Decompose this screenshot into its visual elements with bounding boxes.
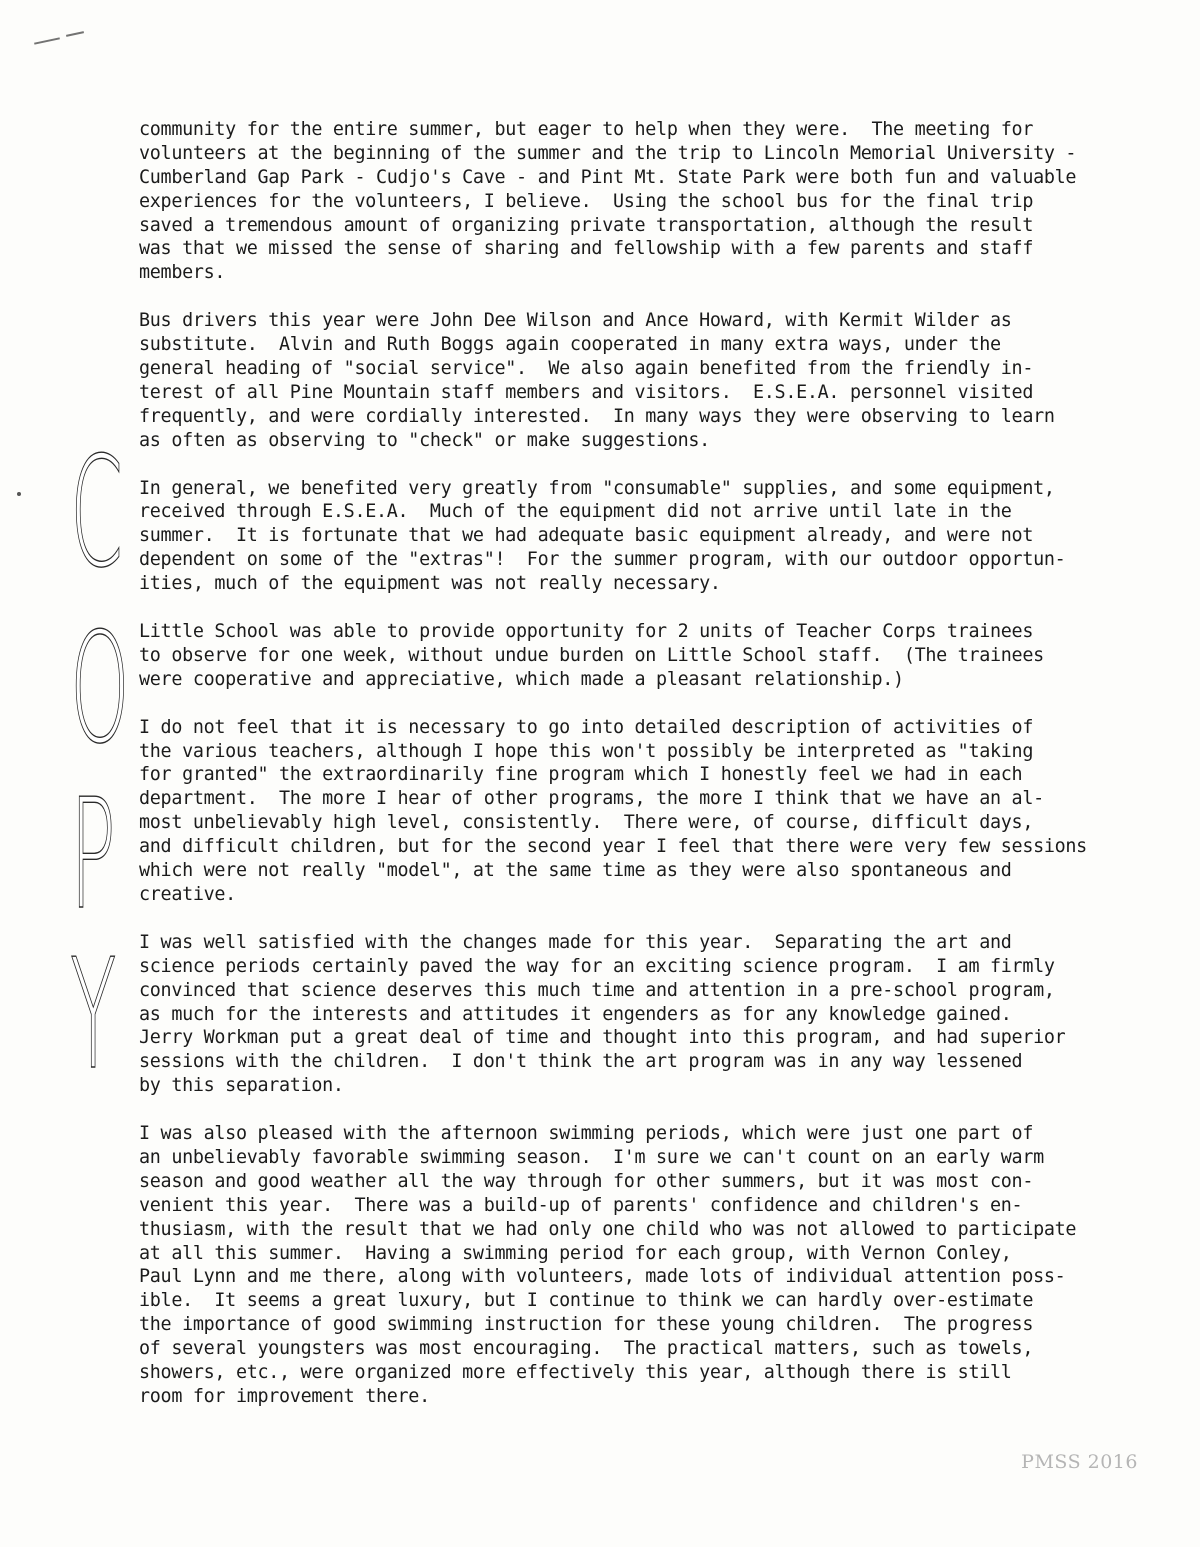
text-line: which were not really "model", at the same time as they were also spontaneous and	[139, 860, 1012, 882]
text-line: was that we missed the sense of sharing and fellowship with a few parents and staff	[139, 238, 1034, 260]
watermark: PMSS 2016	[1021, 1451, 1138, 1473]
text-line: experiences for the volunteers, I believe. Using the school bus for the final trip	[139, 190, 1034, 212]
text-line: thusiasm, with the result that we had only one child who was not allowed to participate	[139, 1218, 1077, 1240]
paragraph	[139, 309, 1179, 452]
text-line: received through E.S.E.A. Much of the equipment did not arrive until late in the	[139, 501, 1012, 523]
text-line: Cumberland Gap Park - Cudjo's Cave - and Pint Mt. State Park were both fun and valuable	[139, 166, 1077, 188]
text-line: Bus drivers this year were John Dee Wilson and Ance Howard, with Kermit Wilder as	[139, 310, 1012, 332]
text-line: ible. It seems a great luxury, but I continue to think we can hardly over-estimate	[139, 1290, 1034, 1312]
typed-letter-body	[139, 118, 1179, 1409]
scan-mark	[66, 31, 84, 37]
text-line: of several youngsters was most encouraging. The practical matters, such as towels,	[139, 1338, 1034, 1360]
scan-mark	[34, 37, 60, 44]
text-line: frequently, and were cordially interested. In many ways they were observing to learn	[139, 405, 1055, 427]
text-line: room for improvement there.	[139, 1385, 430, 1407]
text-line: ities, much of the equipment was not really necessary.	[139, 573, 721, 595]
margin-dot	[17, 492, 21, 496]
text-line: by this separation.	[139, 1075, 344, 1097]
text-line: as much for the interests and attitudes it engenders as for any knowledge gained.	[139, 1003, 1012, 1025]
text-line: the various teachers, although I hope this won't possibly be interpreted as "taking	[139, 740, 1034, 762]
paragraph-gap	[139, 285, 1179, 309]
text-line: as often as observing to "check" or make suggestions.	[139, 429, 710, 451]
text-line: community for the entire summer, but eager to help when they were. The meeting for	[139, 119, 1034, 140]
text-line: venient this year. There was a build-up of parents' confidence and children's en-	[139, 1194, 1023, 1216]
text-line: general heading of "social service". We also again benefited from the friendly in-	[139, 358, 1034, 380]
text-line: department. The more I hear of other programs, the more I think that we have an al-	[139, 788, 1044, 810]
text-line: convinced that science deserves this much time and attention in a pre-school program,	[139, 979, 1055, 1001]
text-line: to observe for one week, without undue burden on Little School staff. (The trainees	[139, 644, 1044, 666]
text-line: saved a tremendous amount of organizing private transportation, although the result	[139, 214, 1034, 236]
text-line: substitute. Alvin and Ruth Boggs again cooperated in many extra ways, under the	[139, 334, 1001, 356]
copy-stamp-letter: P	[70, 766, 116, 943]
text-line: were cooperative and appreciative, which made a pleasant relationship.)	[139, 668, 904, 690]
text-line: for granted" the extraordinarily fine program which I honestly feel we had in each	[139, 764, 1023, 786]
paragraph-gap	[139, 692, 1179, 716]
text-line: summer. It is fortunate that we had adequate basic equipment already, and were not	[139, 525, 1034, 547]
paragraph-gap	[139, 453, 1179, 477]
paragraph-gap	[139, 596, 1179, 620]
text-line: science periods certainly paved the way for an exciting science program. I am firmly	[139, 955, 1055, 977]
text-line: and difficult children, but for the second year I feel that there were very few sessions	[139, 836, 1087, 858]
text-line: I was also pleased with the afternoon swimming periods, which were just one part of	[139, 1123, 1034, 1145]
text-line: the importance of good swimming instruction for these young children. The progress	[139, 1314, 1034, 1336]
text-line: Paul Lynn and me there, along with volunteers, made lots of individual attention poss-	[139, 1266, 1066, 1288]
text-line: at all this summer. Having a swimming period for each group, with Vernon Conley,	[139, 1242, 1012, 1264]
paragraph	[139, 931, 1179, 1098]
paragraph	[139, 716, 1179, 907]
text-line: I do not feel that it is necessary to go into detailed description of activities of	[139, 716, 1034, 738]
copy-stamp-letter: Y	[70, 926, 117, 1103]
paragraph	[139, 118, 1179, 285]
text-line: Jerry Workman put a great deal of time and thought into this program, and had superior	[139, 1027, 1066, 1049]
text-line: dependent on some of the "extras"! For the summer program, with our outdoor opportun-	[139, 549, 1066, 571]
copy-stamp-letter: O	[70, 600, 130, 777]
text-line: Little School was able to provide opportunity for 2 units of Teacher Corps trainees	[139, 621, 1034, 643]
text-line: sessions with the children. I don't think the art program was in any way lessened	[139, 1051, 1023, 1073]
paragraph	[139, 477, 1179, 596]
paragraph	[139, 1122, 1179, 1409]
text-line: showers, etc., were organized more effectively this year, although there is still	[139, 1361, 1012, 1383]
text-line: most unbelievably high level, consistently. There were, of course, difficult days,	[139, 812, 1034, 834]
paragraph	[139, 620, 1179, 692]
text-line: terest of all Pine Mountain staff members and visitors. E.S.E.A. personnel visited	[139, 381, 1034, 403]
text-line: creative.	[139, 883, 236, 905]
text-line: members.	[139, 262, 226, 284]
copy-stamp-letter: C	[70, 424, 124, 601]
paragraph-gap	[139, 1098, 1179, 1122]
text-line: season and good weather all the way through for other summers, but it was most con-	[139, 1170, 1034, 1192]
paragraph-gap	[139, 907, 1179, 931]
text-line: volunteers at the beginning of the summer and the trip to Lincoln Memorial University -	[139, 142, 1077, 164]
text-line: an unbelievably favorable swimming season. I'm sure we can't count on an early warm	[139, 1146, 1044, 1168]
text-line: In general, we benefited very greatly from "consumable" supplies, and some equipment,	[139, 477, 1055, 499]
text-line: I was well satisfied with the changes made for this year. Separating the art and	[139, 931, 1012, 953]
